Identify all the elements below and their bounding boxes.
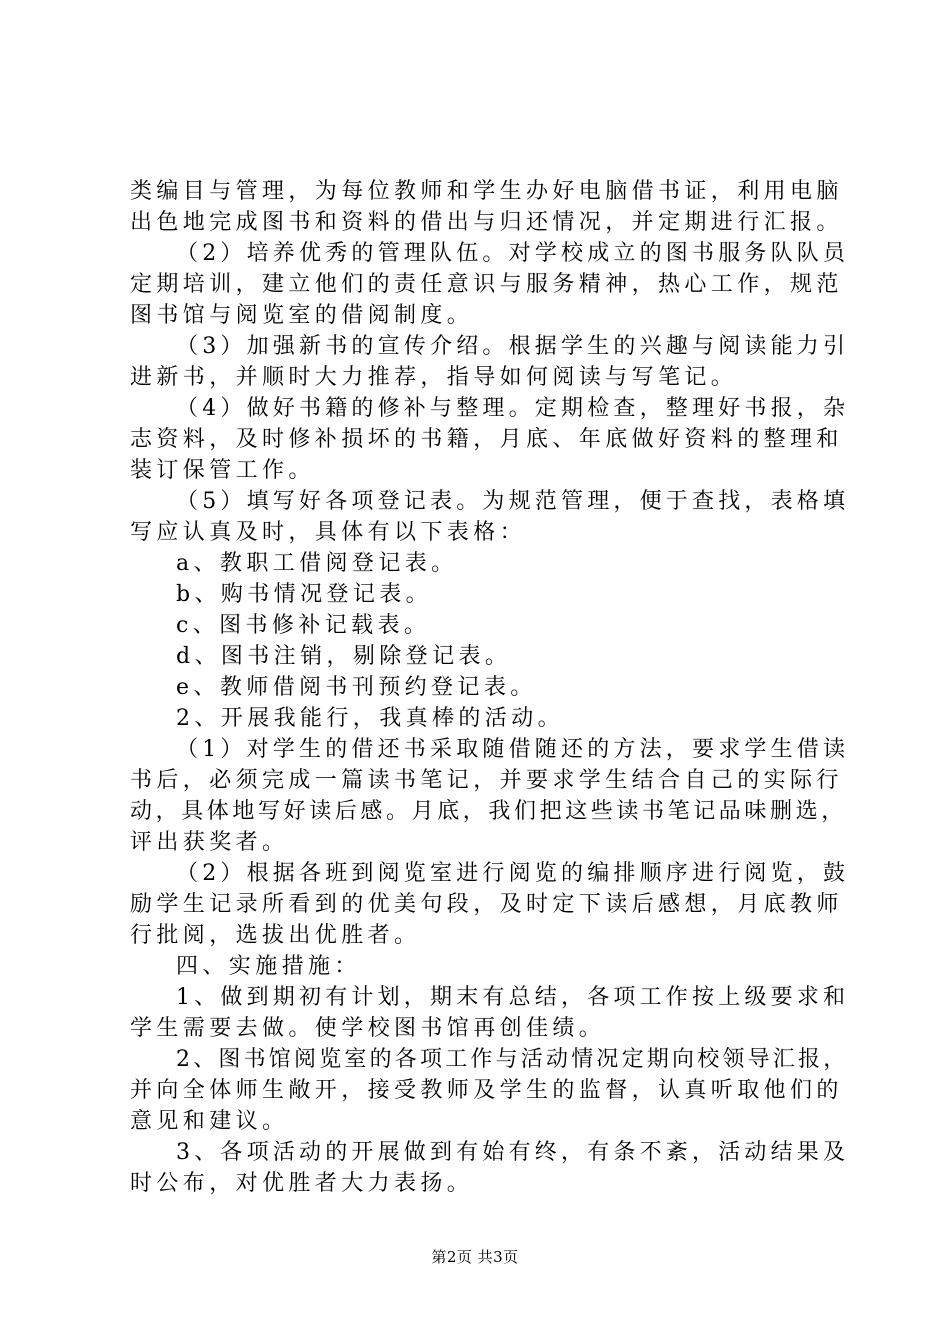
body-line: 时公布，对优胜者大力表扬。 — [130, 1171, 474, 1196]
body-line: b、购书情况登记表。 — [176, 582, 433, 607]
body-line: 定期培训，建立他们的责任意识与服务精神，热心工作，规范 — [130, 272, 843, 297]
body-line: c、图书修补记载表。 — [176, 613, 431, 638]
body-line: （1）对学生的借还书采取随借随还的方法，要求学生借读 — [176, 737, 850, 762]
body-line: 2、开展我能行，我真棒的活动。 — [176, 706, 564, 731]
body-line: 并向全体师生敞开，接受教师及学生的监督，认真听取他们的 — [130, 1078, 843, 1103]
body-line: 学生需要去做。使学校图书馆再创佳绩。 — [130, 1016, 606, 1041]
body-line: 励学生记录所看到的优美句段，及时定下读后感想，月底教师 — [130, 892, 843, 917]
body-line: 进新书，并顺时大力推荐，指导如何阅读与写笔记。 — [130, 365, 738, 390]
body-line: 3、各项活动的开展做到有始有终，有条不紊，活动结果及 — [176, 1140, 850, 1165]
body-line: 写应认真及时，具体有以下表格： — [130, 520, 527, 545]
body-line: 2、图书馆阅览室的各项工作与活动情况定期向校领导汇报， — [176, 1047, 849, 1072]
body-line: 1、做到期初有计划，期末有总结，各项工作按上级要求和 — [176, 985, 850, 1010]
body-line: a、教职工借阅登记表。 — [176, 551, 458, 576]
body-line: 动，具体地写好读后感。月底，我们把这些读书笔记品味删选， — [130, 799, 847, 824]
body-line: 装订保管工作。 — [130, 458, 315, 483]
body-line: （4）做好书籍的修补与整理。定期检查，整理好书报，杂 — [176, 396, 850, 421]
body-line: 志资料，及时修补损坏的书籍，月底、年底做好资料的整理和 — [130, 427, 843, 452]
page-footer: 第2页 共3页 — [431, 1248, 519, 1266]
body-line: 图书馆与阅览室的借阅制度。 — [130, 303, 474, 328]
body-line: （5）填写好各项登记表。为规范管理，便于查找，表格填 — [176, 489, 850, 514]
body-line: 评出获奖者。 — [130, 830, 289, 855]
body-line: （2）根据各班到阅览室进行阅览的编排顺序进行阅览，鼓 — [176, 861, 850, 886]
body-line: 书后，必须完成一篇读书笔记，并要求学生结合自己的实际行 — [130, 768, 843, 793]
body-line: d、图书注销，剔除登记表。 — [176, 644, 512, 669]
body-line: 行批阅，选拔出优胜者。 — [130, 923, 421, 948]
body-line: 意见和建议。 — [130, 1109, 289, 1134]
body-line: 出色地完成图书和资料的借出与归还情况，并定期进行汇报。 — [130, 210, 843, 235]
body-line: e、教师借阅书刊预约登记表。 — [176, 675, 537, 700]
body-line: （3）加强新书的宣传介绍。根据学生的兴趣与阅读能力引 — [176, 334, 850, 359]
body-line: （2）培养优秀的管理队伍。对学校成立的图书服务队队员 — [176, 241, 850, 266]
body-line: 类编目与管理，为每位教师和学生办好电脑借书证，利用电脑 — [130, 179, 843, 204]
section-heading: 四、实施措施： — [176, 954, 361, 979]
